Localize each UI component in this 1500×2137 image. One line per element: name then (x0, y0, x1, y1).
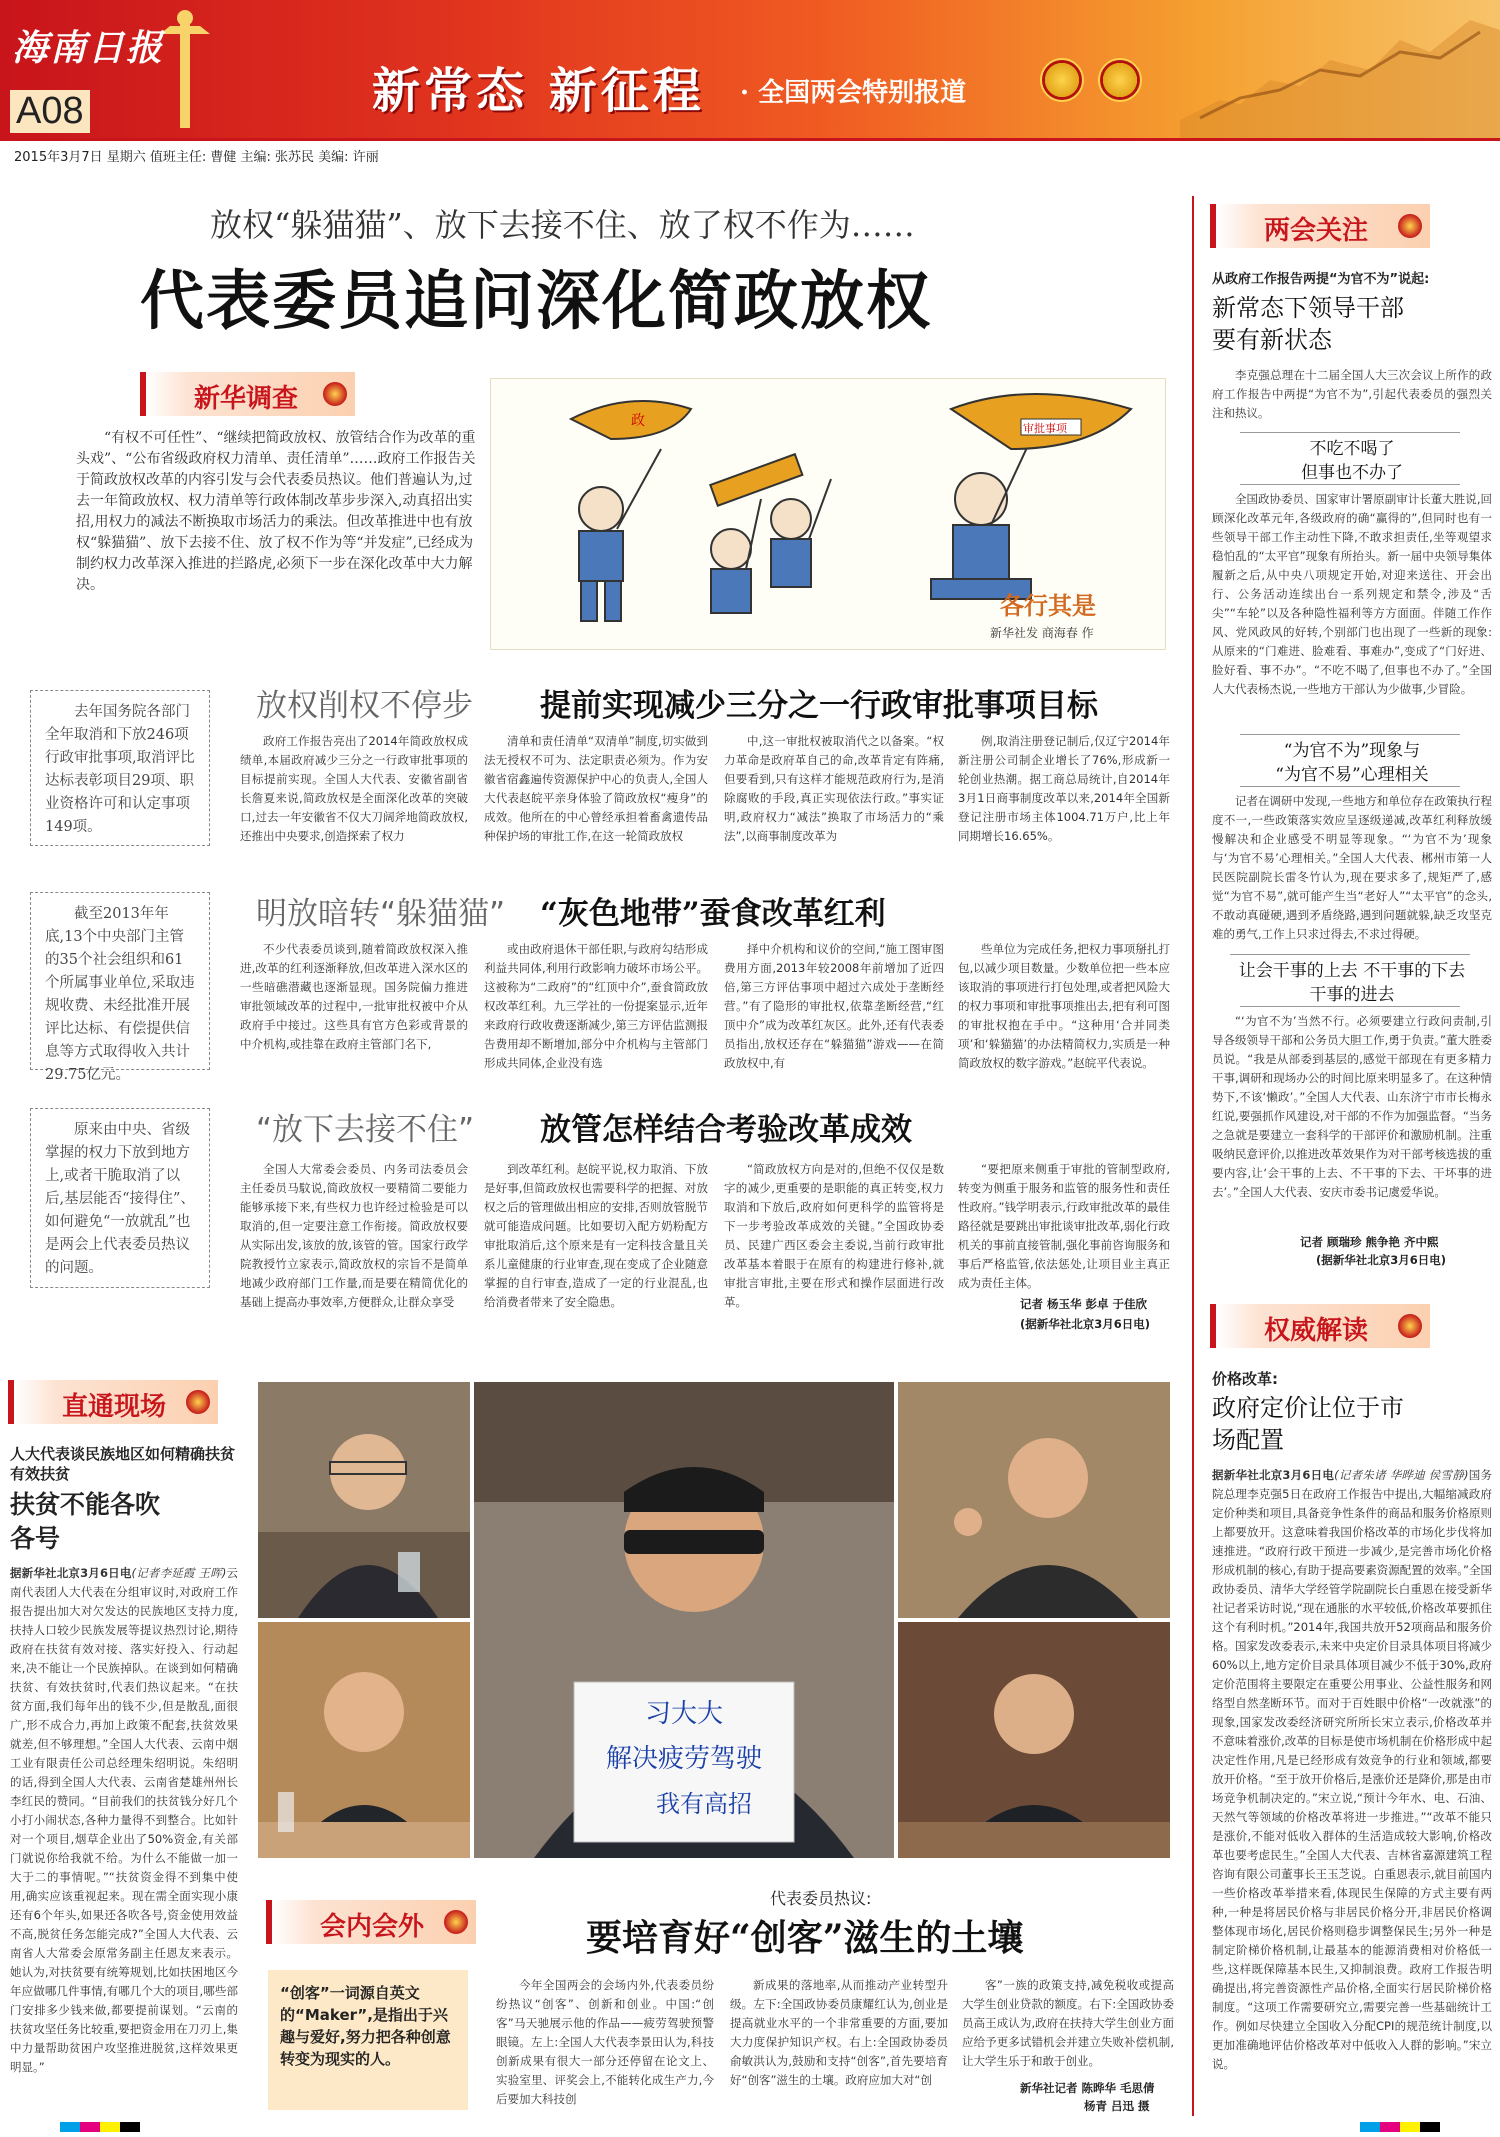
paper-name: 海南日报 (12, 27, 165, 69)
cartoon-title: 各行其是 (1000, 592, 1096, 620)
right-a1-credit-2: (据新华社北京3月6日电) (1316, 1253, 1447, 1267)
subhead-rule (1240, 484, 1460, 485)
bottom-credit-2: 杨青 吕迅 摄 (1084, 2099, 1150, 2113)
cartoon-banner-1: 政 (631, 413, 645, 429)
edition-info: 2015年3月7日 星期六 值班主任: 曹健 主编: 张苏民 美编: 许丽 (14, 150, 379, 165)
left-title: 扶贫不能各吹各号 (10, 1490, 161, 1553)
right-a1-kicker: 从政府工作报告两提“为官不为”说起: (1212, 272, 1430, 287)
bottom-kicker: 代表委员热议: (770, 1889, 872, 1908)
cartoon-credit: 新华社发 商海春 作 (990, 626, 1094, 640)
sign-line-2: 解决疲劳驾驶 (605, 1744, 763, 1774)
sign-line-3: 我有高招 (656, 1790, 752, 1818)
emblem-icon (1398, 214, 1422, 238)
slogan: 新常态 新征程 (372, 63, 705, 119)
subhead-rule (1230, 954, 1470, 955)
right-a2-title: 政府定价让位于市场配置 (1212, 1394, 1404, 1454)
s2-subhead-gray: 明放暗转“躲猫猫” (256, 896, 506, 932)
s3-credit-reporters: 记者 杨玉华 彭卓 于佳欣 (1020, 1297, 1148, 1311)
s2-col-2: 或由政府退休干部任职,与政府勾结形成利益共同体,利用行政影响力破坏市场公平。这被称为“二政府”的“红顶中介”,蚕食简政放权改革红利。九三学社的一份提案显示,近年来政府行政收费逐渐减少,第三方评估监测报告费用却不断增加,部分中介机构与主管部门形成共同体,企业没有选 (484, 942, 708, 1070)
emblem-icon (186, 1390, 210, 1414)
right-a1-p3: “‘为官不为’当然不行。必须要建立行政问责制,引导各级领导干部和公务员大胆工作,勇于负责。”董大胜委员说。“我是从部委到基层的,感觉干部现在有更多精力干事,调研和现场办公的时间比原来明显多了。在这种情势下,不该‘懒政’。”全国人大代表、山东济宁市市长梅永红说,要强抓作风建设,对干部的不作为加强监督。“当务之急就是要建立一套科学的干部评价和激励机制。注重吸纳民意评价,以推进改革效果作为对干部考核选拔的重要内容,让‘会干事的上去、不干事的下去、干坏事的进去’。”全国人大代表、安庆市委书记虞爱华说。 (1212, 1014, 1492, 1199)
quote-box: “创客”一词源自英文的“Maker”,是指出于兴趣与爱好,努力把各种创意转变为现实的人。 (268, 1970, 468, 2110)
left-byline: (记者李延霞 王晖) (131, 1566, 227, 1580)
photo-center (474, 1382, 894, 1858)
section-tag-label: 直通现场 (62, 1392, 167, 1422)
section-tag-xinhua-survey (140, 372, 355, 416)
right-a2-dateline: 据新华社北京3月6日电 (1212, 1468, 1335, 1482)
section-tag-label: 新华调查 (194, 384, 299, 414)
s3-col-1: 全国人大常委会委员、内务司法委员会主任委员马馼说,简政放权一要精简二要能力能够承接下来,有些权力也许经过检验是可以取消的,但一定要注意工作衔接。简政放权要从实际出发,该放的放,该管的管。国家行政学院教授竹立家表示,简政放权的宗旨不是简单地减少政府部门工作量,而是要在精简优化的基础上提高办事效率,方便群众,让群众享受 (240, 1162, 468, 1309)
right-a1-credit-1: 记者 顾瑞珍 熊争艳 齐中熙 (1300, 1235, 1439, 1249)
bottom-credit-1: 新华社记者 陈晔华 毛思倩 (1020, 2081, 1155, 2095)
section-tag-label: 两会关注 (1264, 216, 1369, 246)
bottom-col-2: 新成果的落地率,从而推动产业转型升级。左下:全国政协委员康耀红认为,创业是提高就业水平的一个非常重要的方面,要加大力度保护知识产权。右上:全国政协委员俞敏洪认为,鼓励和支持“创客”,首先要培育好“创客”滋生的土壤。政府应加大对“创 (730, 1978, 948, 2087)
s2-col-1: 不少代表委员谈到,随着简政放权深入推进,改革的红利逐渐释放,但改革进入深水区的一些暗礁潜藏也逐渐显现。国务院偏力推进审批领域改革的过程中,一批审批权被中介从政府手中接过。这些具有官方色彩或背景的中介机构,或挂靠在政府主管部门名下, (240, 942, 468, 1051)
cppcc-emblem-icon (1098, 58, 1142, 102)
right-a1-p2: 记者在调研中发现,一些地方和单位存在政策执行程度不一,一些政策落实效应呈逐级递减,改革红利释放缓慢解决和企业感受不明显等现象。“‘为官不为’现象与‘为官不易’心理相关。”全国人大代表、郴州市第一人民医院副院长雷冬竹认为,现在要求多了,规矩严了,感觉“为官不易”,就可能产生当“老好人”“太平官”的念头,不敢动真碰硬,遇到矛盾绕路,遇到问题就躲,缺乏攻坚克难的勇气,工作上只求过得去,不求过得硬。 (1212, 794, 1492, 941)
subhead-rule (1240, 734, 1460, 735)
masthead (0, 0, 1500, 140)
s1-col-1: 政府工作报告亮出了2014年简政放权成绩单,本届政府减少三分之一行政审批事项的目标提前实现。全国人大代表、安徽省副省长詹夏来说,简政放权是全面深化改革的突破口,过去一年安徽省不仅大刀阔斧地简政放权,还推出中央要求,创造探索了权力 (240, 734, 468, 843)
s3-col-3: “简政放权方向是对的,但绝不仅仅是数字的减少,更重要的是职能的真正转变,权力取消和下放后,政府如何更科学的监管将是下一步考验改革成效的关键。”全国政协委员、民建广西区委会主委说,当前行政审批改革基本着眼于在原有的构建进行修补,就审批言审批,主要在形式和操作层面进行改革。 (724, 1162, 944, 1309)
left-article (10, 1564, 238, 2114)
masthead-rule (0, 138, 1500, 141)
right-a2-kicker: 价格改革: (1212, 1370, 1278, 1388)
subhead-rule (1240, 432, 1460, 433)
right-a2-byline: (记者朱诸 华晔迪 侯雪静) (1334, 1468, 1469, 1482)
right-a2-article (1212, 1466, 1492, 2116)
s2-subhead-black: “灰色地带”蚕食改革红利 (540, 896, 886, 932)
sidebox-3: 原来由中央、省级掌握的权力下放到地方上,或者干脆取消了以后,基层能否“接得住”、如何避免“一放就乱”也是两会上代表委员热议的问题。 (30, 1108, 210, 1288)
s1-subhead-black: 提前实现减少三分之一行政审批事项目标 (540, 688, 1098, 724)
page-number: A08 (10, 90, 90, 133)
emblem-icon (1398, 1314, 1422, 1338)
right-a1-sub1b: 但事也不办了 (1301, 463, 1403, 483)
photo-top-right (898, 1382, 1170, 1618)
right-a1-sub1a: 不吃不喝了 (1309, 439, 1395, 459)
section-tag-interpretation (1210, 1304, 1430, 1348)
right-a1-title: 新常态下领导干部要有新状态 (1212, 294, 1404, 354)
section-tag-focus (1210, 204, 1430, 248)
sidebox-1: 去年国务院各部门全年取消和下放246项行政审批事项,取消评比达标表彰项目29项、职业资格许可和认定事项149项。 (30, 690, 210, 846)
s3-subhead-gray: “放下去接不住” (256, 1112, 475, 1148)
emblem-icon (444, 1910, 468, 1934)
subhead-rule (1240, 786, 1460, 787)
bottom-col-3: 客”一族的政策支持,减免税收或提高大学生创业贷款的额度。右下:全国政协委员高王成认为,政府在扶持大学生创业方面应给予更多试错机会并建立失败补偿机制,让大学生乐于和敢于创业。 (962, 1978, 1174, 2068)
right-a1-sub3a: 让会干事的上去 不干事的下去 (1238, 961, 1466, 981)
section-tag-label: 会内会外 (320, 1912, 425, 1942)
right-a1-sub3b: 干事的进去 (1309, 985, 1395, 1005)
right-a1-sub2a: “为官不为”现象与 (1283, 741, 1421, 761)
column-divider (1192, 196, 1194, 2116)
s3-credit-source: (据新华社北京3月6日电) (1020, 1317, 1151, 1331)
s1-col-3: 中,这一审批权被取消代之以备案。“权力革命是政府革自己的命,改革肯定有阵痛,但要看到,只有这样才能规范政府行为,是消除腐败的手段,真正实现依法行政。”事实证明,政府权力“减法”换取了市场活力的“乘法”,以商事制度改革为 (724, 734, 944, 843)
section-tag-label: 权威解读 (1264, 1316, 1369, 1346)
s2-col-3: 择中介机构和议价的空间,“施工图审图费用方面,2013年较2008年前增加了近四倍,第三方评估事项中超过六成处于垄断经营。”有了隐形的审批权,依靠垄断经营,“红顶中介”成为改革红灰区。此外,还有代表委员指出,放权还存在“躲猫猫”游戏——在简政放权中,有 (724, 942, 944, 1070)
photo-top-left (258, 1382, 470, 1618)
main-kicker: 放权“躲猫猫”、放下去接不住、放了权不作为…… (210, 206, 915, 244)
cartoon-banner-2: 审批事项 (1023, 422, 1067, 435)
left-body: 云南代表团人大代表在分组审议时,对政府工作报告提出加大对欠发达的民族地区支持力度,扶持人口较少民族发展等提议热烈讨论,期待政府在扶贫有效对接、落实好投入、行动起来,决不能让一个民族掉队。在谈到如何精确扶贫、有效扶贫时,代表们热议起来。“在扶贫方面,我们每年出的钱不少,但是散乱,面很广,形不成合力,再加上政策不配套,扶贫效果就差,但不够理想。”全国人大代表、云南中烟工业有限责任公司总经理朱绍明说。朱绍明的话,得到全国人大代表、云南省楚雄州州长李红民的赞同。“目前我们的扶贫钱分好几个小打小闹状态,各种力量得不到整合。比如针对一个项目,烟草企业出了50%资金,有关部门就说你给我就不给。为什么不能做一加一大于二的事情呢。”“扶贫资金得不到集中使用,确实应该重视起来。现在需全面实现小康还有6个年头,如果还各吹各号,资金使用效益不高,脱贫任务怎能完成?”全国人大代表、云南省人大常委会原常务副主任恩友来表示。她认为,对扶贫要有统筹规划,比如扶困地区今年应做哪几件事情,有哪几个大的项目,哪些部门安排多少钱来做,都要提前谋划。“云南的扶贫攻坚任务比较重,要把资金用在刀刃上,集中力量帮助贫困户攻坚推进脱贫,这样效果更明显。” (10, 1566, 238, 2074)
sidebox-2: 截至2013年年底,13个中央部门主管的35个社会组织和61个所属事业单位,采取违规收费、未经批准开展评比达标、有偿提供信息等方式取得收入共计29.75亿元。 (30, 892, 210, 1070)
main-headline: 代表委员追问深化简政放权 (140, 264, 932, 339)
section-tag-inside-outside (266, 1900, 476, 1944)
section-tag-live (8, 1380, 218, 1424)
main-intro: “有权不可任性”、“继续把简政放权、放管结合作为改革的重头戏”、“公布省级政府权力清单、责任清单”……政府工作报告关于简政放权改革的内容引发与会代表委员热议。他们普遍认为,过去一年简政放权、权力清单等行政体制改革步步深入,动真招出实招,用权力的减法不断换取市场活力的乘法。但改革推进中也有放权“躲猫猫”、放下去接不住、放了权不作为等“并发症”,已经成为制约权力改革深入推进的拦路虎,必须下一步在深化改革中大力解决。 (76, 430, 476, 593)
photo-bottom-left (258, 1622, 470, 1858)
sub-slogan: · 全国两会特别报道 (740, 78, 967, 108)
right-a1-sub2b: “为官不易”心理相关 (1275, 765, 1429, 785)
bottom-col-1: 今年全国两会的会场内外,代表委员纷纷热议“创客”、创新和创业。中国:“创客”马天驰展示他的作品——疲劳驾驶预警眼镜。左上:全国人大代表李景田认为,科技创新成果有很大一部分还停留在论文上、实验室里、评奖会上,不能转化成生产力,今后要加大科技创 (496, 1978, 714, 2106)
great-wall-graphic (1180, 0, 1500, 140)
emblem-icon (323, 382, 347, 406)
left-dateline: 据新华社北京3月6日电 (10, 1566, 132, 1580)
s2-col-4: 些单位为完成任务,把权力事项掰扎打包,以减少项目数量。少数单位把一些本应该取消的事项进行打包处理,或者把风险大的权力事项和审批事项推出去,把有利可图的审批权抱在手中。“这种用‘合并同类项’和‘躲猫猫’的办法精简权力,实质是一种简政放权的数字游戏。”赵皖平代表说。 (958, 942, 1170, 1070)
bottom-title: 要培育好“创客”滋生的土壤 (586, 1917, 1024, 1959)
s1-col-4: 例,取消注册登记制后,仅辽宁2014年新注册公司制企业增长了76%,形成新一轮创业热潮。据工商总局统计,自2014年3月1日商事制度改革以来,2014年全国新登记注册市场主体1004.71万户,比上年同期增长16.65%。 (958, 734, 1170, 843)
s1-col-2: 清单和责任清单“双清单”制度,切实做到法无授权不可为、法定职责必须为。作为安徽省宿鑫遍传资源保护中心的负责人,全国人大代表赵皖平亲身体验了简政放权“瘦身”的成效。他所在的中心曾经承担着畜禽遗传品种保护场的审批工作,在这一轮简政放权 (484, 734, 708, 843)
sign-line-1: 习大大 (644, 1699, 724, 1729)
s1-subhead-gray: 放权削权不停步 (256, 688, 473, 724)
s3-subhead-black: 放管怎样结合考验改革成效 (540, 1112, 912, 1148)
color-registration-bar (0, 2118, 1500, 2137)
left-kicker: 人大代表谈民族地区如何精确扶贫有效扶贫 (10, 1445, 236, 1483)
s3-col-4: “要把原来侧重于审批的管制型政府,转变为侧重于服务和监管的服务性和责任性政府。”钱学明表示,行政审批改革的最佳路径就是要跳出审批谈审批改革,弱化行政机关的事前直接管制,强化事前咨询服务和事后严格监管,依法惩处,让项目业主真正成为责任主体。 (958, 1162, 1170, 1290)
right-a2-body: 国务院总理李克强5日在政府工作报告中提出,大幅缩减政府定价种类和项目,具备竞争性条件的商品和服务价格原则上都要放开。这意味着我国价格改革的市场化步伐将加速推进。“政府行政干预进一步减少,是完善市场化价格形成机制的核心,有助于提高要素资源配置的效率。”全国政协委员、清华大学经管学院副院长白重恩在接受新华社记者采访时说,“现在通胀的水平较低,价格改革要抓住这个有利时机。”2014年,我国共放开52项商品和服务价格。国家发改委表示,未来中央定价目录具体项目将减少60%以上,地方定价目录具体项目减少不低于30%,政府定价范围将主要限定在重要公用事业、公益性服务和网络型自然垄断环节。而对于百姓眼中价格“一改就涨”的现象,国家发改委经济研究所所长宋立表示,价格改革并不意味着涨价,改革的目标是使市场机制在价格形成中起决定性作用,凡是已经形成有效竞争的行业和领域,都要放开价格。“至于放开价格后,是涨价还是降价,那是由市场竞争机制决定的。”宋立说,“预计今年水、电、石油、天然气等领域的价格改革将进一步推进。”“改革不能只是涨价,不能对低收入群体的生活造成较大影响,价格改革也要考虑民生。”全国人大代表、吉林省嘉源建筑工程咨询有限公司董事长王玉芝说。白重恩表示,就目前国内一些价格改革举措来看,体现民生保障的方式主要有两种,一种是将居民价格与非居民价格分开,非居民价格调整体现市场化,居民价格则稳步调整保民生;另外一种是制定阶梯价格机制,让最基本的能源消费相对价格低一些,这样既保障基本民生,又抑制浪费。政府工作报告明确提出,将完善资源性产品价格,全面实行居民阶梯价格制度。“这项工作需要研究立,需要完善一些基础统计工作。例如尽快建立全国收入分配CPI的规范统计制度,以更加准确地评估价格改革对中低收入人群的影响。”宋立说。 (1212, 1468, 1492, 2071)
right-a1-p1: 全国政协委员、国家审计署原副审计长董大胜说,回顾深化改革元年,各级政府的确“赢得的”,但同时也有一些领导干部工作主动性下降,不敢求担责任,坐等观望求稳怕乱的“太平官”现象有所抬头。新一届中央领导集体履新之后,从中央八项规定开始,对迎来送往、开会出行、公务活动连续出台一系列规定和禁令,涉及“舌尖”“车轮”以及各种隐性福利等方方面面。伴随工作作风、党风政风的好转,个别部门也出现了一些新的现象:从原来的“门难进、脸难看、事难办”,变成了“门好进、脸好看、事不办”。“不吃不喝了,但事也不办了。”全国人大代表杨杰说,一些地方干部认为少做事,少冒险。 (1212, 492, 1492, 696)
national-emblem-icon (1040, 58, 1084, 102)
s3-col-2: 到改革红利。赵皖平说,权力取消、下放是好事,但简政放权也需要科学的把握、对放权之后的管理做出相应的安排,否则放管脱节就可能造成问题。比如要切入配方奶粉配方审批取消后,这个原来是有一定科技含量且关系儿童健康的行业审查,现在变成了企业随意掌握的自行审查,造成了一定的行业混乱,也给消费者带来了安全隐患。 (484, 1162, 708, 1309)
right-a1-lead: 李克强总理在十二届全国人大三次会议上所作的政府工作报告中两提“为官不为”,引起代表委员的强烈关注和热议。 (1212, 368, 1492, 420)
photo-bottom-right (898, 1622, 1170, 1858)
subhead-rule (1240, 1006, 1460, 1007)
